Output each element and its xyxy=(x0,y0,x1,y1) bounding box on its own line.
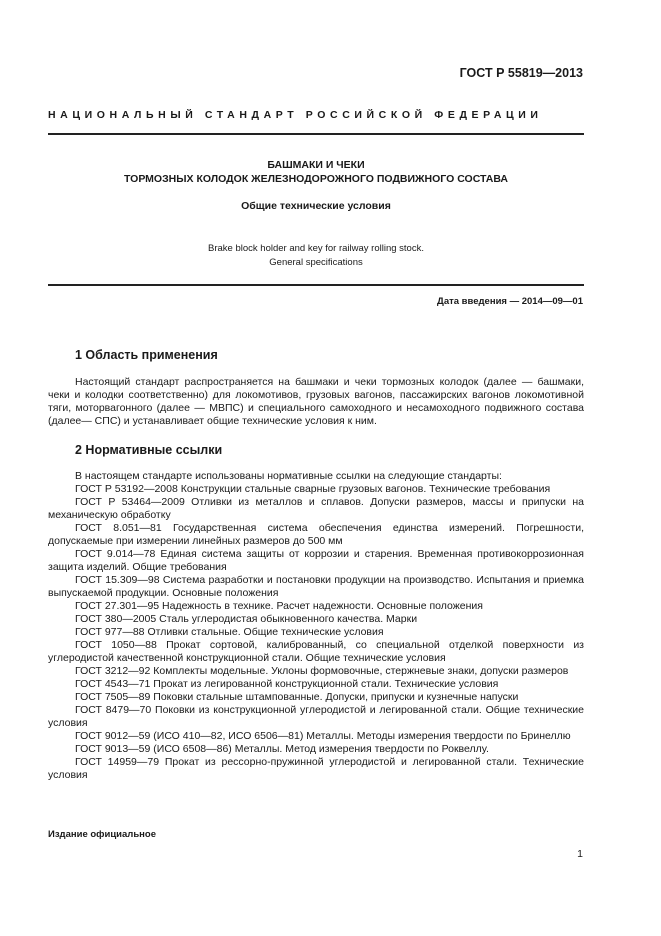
english-title-line-2: General specifications xyxy=(269,257,363,268)
paragraph: В настоящем стандарте использованы нормативные ссылки на следующие стандарты: xyxy=(75,470,502,482)
reference-item: ГОСТ Р 53464—2009 Отливки из металлов и сплавов. Допуски размеров, массы и припуски на механическую обработку xyxy=(48,496,584,521)
reference-item: ГОСТ 27.301—95 Надежность в технике. Расчет надежности. Основные положения xyxy=(75,600,483,612)
intro-date: Дата введения — 2014—09—01 xyxy=(437,296,583,307)
section-2-body xyxy=(48,470,584,782)
top-rule xyxy=(48,133,584,135)
paragraph: Настоящий стандарт распространяется на башмаки и чеки тормозных колодок (далее — башмаки, чеки и колодки соответственно) для локомотивов, грузовых вагонов, пассажирских вагонов локомотивной тяги, моторвагонного (далее — МВПС) и специального самоходного и несамоходного подвижного состава (далее— СПС) и устанавливает общие технические условия к ним. xyxy=(48,376,584,427)
reference-item: ГОСТ 1050—88 Прокат сортовой, калиброванный, со специальной отделкой поверхности из углеродистой качественной конструкционной стали. Общие технические условия xyxy=(48,639,584,664)
bottom-rule xyxy=(48,284,584,286)
document-title xyxy=(48,158,584,186)
reference-item: ГОСТ 15.309—98 Система разработки и постановки продукции на производство. Испытания и приемка выпускаемой продукции. Основные положения xyxy=(48,574,584,599)
reference-item: ГОСТ Р 53192—2008 Конструкции стальные сварные грузовых вагонов. Технические требования xyxy=(75,483,551,495)
english-title xyxy=(48,242,584,270)
reference-item: ГОСТ 9.014—78 Единая система защиты от коррозии и старения. Временная противокоррозионная защита изделий. Общие требования xyxy=(48,548,584,573)
title-line-2: ТОРМОЗНЫХ КОЛОДОК ЖЕЛЕЗНОДОРОЖНОГО ПОДВИЖНОГО СОСТАВА xyxy=(124,173,508,185)
official-edition-note: Издание официальное xyxy=(48,829,156,840)
reference-item: ГОСТ 7505—89 Поковки стальные штампованные. Допуски, припуски и кузнечные напуски xyxy=(75,691,519,703)
reference-item: ГОСТ 4543—71 Прокат из легированной конструкционной стали. Технические условия xyxy=(75,678,499,690)
section-1-body xyxy=(48,376,584,428)
title-line-1: БАШМАКИ И ЧЕКИ xyxy=(267,159,365,171)
english-title-line-1: Brake block holder and key for railway rolling stock. xyxy=(208,243,424,254)
page-number: 1 xyxy=(577,848,583,860)
reference-item: ГОСТ 977—88 Отливки стальные. Общие технические условия xyxy=(75,626,384,638)
reference-item: ГОСТ 9013—59 (ИСО 6508—86) Металлы. Метод измерения твердости по Роквеллу. xyxy=(75,743,489,755)
reference-item: ГОСТ 8.051—81 Государственная система обеспечения единства измерений. Погрешности, допускаемые при измерении линейных размеров до 500 мм xyxy=(48,522,584,547)
reference-item: ГОСТ 3212—92 Комплекты модельные. Уклоны формовочные, стержневые знаки, допуски размеров xyxy=(75,665,569,677)
section-2-heading: 2 Нормативные ссылки xyxy=(75,443,223,457)
gost-number: ГОСТ Р 55819—2013 xyxy=(459,66,583,80)
reference-item: ГОСТ 380—2005 Сталь углеродистая обыкновенного качества. Марки xyxy=(75,613,418,625)
national-standard-title: НАЦИОНАЛЬНЫЙ СТАНДАРТ РОССИЙСКОЙ ФЕДЕРАЦИИ xyxy=(48,109,543,121)
section-1-heading: 1 Область применения xyxy=(75,348,218,362)
document-subtitle: Общие технические условия xyxy=(241,200,391,212)
reference-item: ГОСТ 8479—70 Поковки из конструкционной углеродистой и легированной стали. Общие технические условия xyxy=(48,704,584,729)
reference-item: ГОСТ 14959—79 Прокат из рессорно-пружинной углеродистой и легированной стали. Технические условия xyxy=(48,756,584,781)
reference-item: ГОСТ 9012—59 (ИСО 410—82, ИСО 6506—81) Металлы. Методы измерения твердости по Бринеллю xyxy=(75,730,571,742)
